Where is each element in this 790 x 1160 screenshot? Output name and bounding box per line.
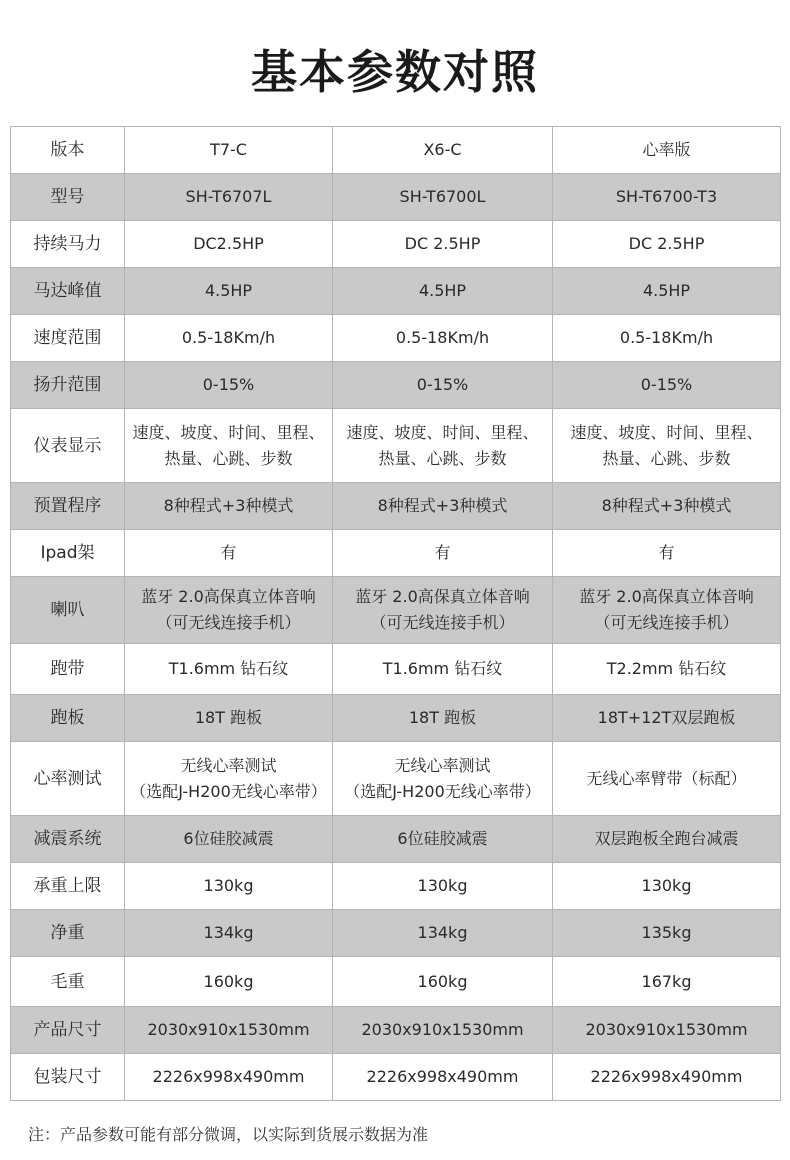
table-row — [11, 530, 781, 577]
table-cell: 双层跑板全跑台减震 — [553, 816, 781, 863]
table-row — [11, 315, 781, 362]
table-cell: 4.5HP — [125, 268, 333, 315]
table-row — [11, 268, 781, 315]
table-row — [11, 483, 781, 530]
table-cell: 无线心率臂带（标配） — [553, 742, 781, 816]
row-label: 型号 — [11, 174, 125, 221]
table-cell: DC 2.5HP — [553, 221, 781, 268]
table-cell: 130kg — [553, 863, 781, 910]
row-label: 净重 — [11, 910, 125, 957]
table-cell: 有 — [333, 530, 553, 577]
table-cell: T1.6mm 钻石纹 — [125, 644, 333, 695]
table-cell: 速度、坡度、时间、里程、 热量、心跳、步数 — [125, 409, 333, 483]
table-cell: 0-15% — [553, 362, 781, 409]
table-cell: 2226x998x490mm — [125, 1054, 333, 1101]
row-label: 扬升范围 — [11, 362, 125, 409]
table-cell: 无线心率测试 （选配J-H200无线心率带） — [125, 742, 333, 816]
page-title: 基本参数对照 — [251, 45, 539, 99]
row-label: 仪表显示 — [11, 409, 125, 483]
table-row — [11, 816, 781, 863]
table-cell: 18T 跑板 — [125, 695, 333, 742]
table-row — [11, 742, 781, 816]
table-cell: DC 2.5HP — [333, 221, 553, 268]
row-label: 心率测试 — [11, 742, 125, 816]
table-cell: 0.5-18Km/h — [553, 315, 781, 362]
table-cell: 18T+12T双层跑板 — [553, 695, 781, 742]
row-label: 速度范围 — [11, 315, 125, 362]
table-cell: 蓝牙 2.0高保真立体音响 （可无线连接手机） — [333, 577, 553, 644]
table-cell: 0.5-18Km/h — [333, 315, 553, 362]
table-cell: 135kg — [553, 910, 781, 957]
row-label: 减震系统 — [11, 816, 125, 863]
table-cell: 167kg — [553, 957, 781, 1007]
table-row — [11, 127, 781, 174]
table-cell: 0-15% — [125, 362, 333, 409]
table-cell: 8种程式+3种模式 — [553, 483, 781, 530]
table-cell: 蓝牙 2.0高保真立体音响 （可无线连接手机） — [553, 577, 781, 644]
row-label: 包装尺寸 — [11, 1054, 125, 1101]
table-cell: 速度、坡度、时间、里程、 热量、心跳、步数 — [333, 409, 553, 483]
table-row — [11, 695, 781, 742]
table-row — [11, 644, 781, 695]
table-row — [11, 1054, 781, 1101]
table-row — [11, 910, 781, 957]
table-cell: 有 — [125, 530, 333, 577]
row-label: 毛重 — [11, 957, 125, 1007]
table-cell: 18T 跑板 — [333, 695, 553, 742]
table-cell: 2226x998x490mm — [333, 1054, 553, 1101]
table-cell: 心率版 — [553, 127, 781, 174]
row-label: 持续马力 — [11, 221, 125, 268]
table-row — [11, 1007, 781, 1054]
table-cell: X6-C — [333, 127, 553, 174]
table-row — [11, 362, 781, 409]
table-cell: 6位硅胶减震 — [333, 816, 553, 863]
table-cell: 0-15% — [333, 362, 553, 409]
table-cell: SH-T6700L — [333, 174, 553, 221]
row-label: Ipad架 — [11, 530, 125, 577]
table-cell: T7-C — [125, 127, 333, 174]
row-label: 跑带 — [11, 644, 125, 695]
table-cell: 2030x910x1530mm — [125, 1007, 333, 1054]
table-cell: SH-T6707L — [125, 174, 333, 221]
footnote: 注：产品参数可能有部分微调，以实际到货展示数据为准 — [28, 1125, 429, 1144]
table-cell: 0.5-18Km/h — [125, 315, 333, 362]
table-row — [11, 174, 781, 221]
table-row — [11, 863, 781, 910]
table-cell: 有 — [553, 530, 781, 577]
table-cell: 蓝牙 2.0高保真立体音响 （可无线连接手机） — [125, 577, 333, 644]
row-label: 跑板 — [11, 695, 125, 742]
table-cell: 无线心率测试 （选配J-H200无线心率带） — [333, 742, 553, 816]
table-cell: T1.6mm 钻石纹 — [333, 644, 553, 695]
table-row — [11, 957, 781, 1007]
table-row — [11, 409, 781, 483]
table-cell: 134kg — [333, 910, 553, 957]
table-cell: 8种程式+3种模式 — [333, 483, 553, 530]
table-cell: 2030x910x1530mm — [553, 1007, 781, 1054]
table-cell: 6位硅胶减震 — [125, 816, 333, 863]
row-label: 版本 — [11, 127, 125, 174]
table-row — [11, 221, 781, 268]
table-cell: 2226x998x490mm — [553, 1054, 781, 1101]
table-cell: 4.5HP — [333, 268, 553, 315]
table-cell: 134kg — [125, 910, 333, 957]
table-row — [11, 577, 781, 644]
row-label: 喇叭 — [11, 577, 125, 644]
row-label: 预置程序 — [11, 483, 125, 530]
row-label: 承重上限 — [11, 863, 125, 910]
row-label: 产品尺寸 — [11, 1007, 125, 1054]
table-cell: T2.2mm 钻石纹 — [553, 644, 781, 695]
table-cell: 8种程式+3种模式 — [125, 483, 333, 530]
table-cell: DC2.5HP — [125, 221, 333, 268]
table-cell: 160kg — [125, 957, 333, 1007]
table-cell: 速度、坡度、时间、里程、 热量、心跳、步数 — [553, 409, 781, 483]
table-cell: 4.5HP — [553, 268, 781, 315]
table-cell: SH-T6700-T3 — [553, 174, 781, 221]
table-cell: 130kg — [125, 863, 333, 910]
spec-table — [10, 126, 781, 1101]
row-label: 马达峰值 — [11, 268, 125, 315]
table-cell: 160kg — [333, 957, 553, 1007]
table-cell: 2030x910x1530mm — [333, 1007, 553, 1054]
table-cell: 130kg — [333, 863, 553, 910]
